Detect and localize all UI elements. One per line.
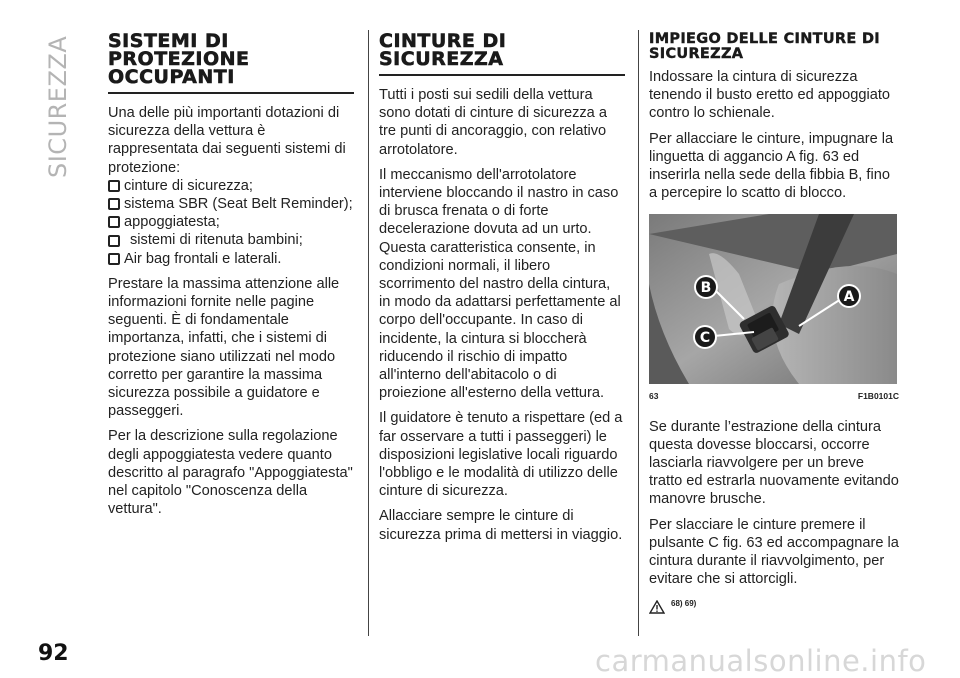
title-underline	[379, 74, 625, 76]
list-item: sistema SBR (Seat Belt Reminder);	[108, 195, 354, 213]
title-underline	[108, 92, 354, 94]
section-title: CINTURE DI SICUREZZA	[379, 30, 507, 70]
section-title: SISTEMI DI PROTEZIONE OCCUPANTI	[108, 30, 250, 88]
square-bullet-icon	[108, 253, 120, 265]
paragraph: Una delle più importanti dotazioni di sicurezza della vettura è rappresentata dai seguenti sistemi di protezione:	[108, 105, 346, 176]
paragraph: Il guidatore è tenuto a rispettare (ed a far osservare a tutti i passeggeri) le disposizioni legislative locali riguardo l'obbligo e le modalità di utilizzo delle cinture di sicurezza.	[379, 410, 623, 500]
section-title: IMPIEGO DELLE CINTURE DI SICUREZZA	[649, 31, 880, 62]
paragraph: Prestare la massima attenzione alle informazioni fornite nelle pagine seguenti. È di fondamentale importanza, infatti, che i sistemi di protezione siano utilizzati nel modo corretto per garantire la massima sicurezza possibile a guidatore e passeggeri.	[108, 275, 340, 420]
paragraph: Allacciare sempre le cinture di sicurezza prima di mettersi in viaggio.	[379, 508, 623, 543]
column-divider-1	[368, 30, 369, 636]
figure-code: F1B0101C	[857, 391, 899, 402]
square-bullet-icon	[108, 235, 120, 247]
paragraph: Per slacciare le cinture premere il pulsante C fig. 63 ed accompagnare la cintura durante il riavvolgimento, per evitare che si attorcigli.	[649, 516, 899, 588]
callout-b: B	[700, 280, 712, 297]
paragraph: Per allacciare le cinture, impugnare la linguetta di aggancio A fig. 63 ed inserirla nella sede della fibbia B, fino a percepire lo scatto di blocco.	[649, 130, 894, 202]
square-bullet-icon	[108, 216, 120, 228]
figure-number: 63	[649, 391, 659, 402]
watermark: carmanualsonline.info	[595, 644, 927, 678]
column-seat-belts	[379, 32, 625, 551]
paragraph: Tutti i posti sui sedili della vettura sono dotati di cinture di sicurezza a tre punti di ancoraggio, con relativo arrotolatore.	[379, 87, 607, 158]
paragraph: Indossare la cintura di sicurezza tenendo il busto eretto ed appoggiato contro lo schienale.	[649, 69, 890, 122]
section-label: SICUREZZA	[44, 35, 72, 178]
square-bullet-icon	[108, 198, 120, 210]
paragraph: Se durante l’estrazione della cintura questa dovesse bloccarsi, occorre lasciarla riavvolgere per un breve tratto ed estrarla nuovamente evitando manovre brusche.	[649, 418, 899, 508]
seat-belt-illustration	[649, 214, 897, 384]
paragraph: Per la descrizione sulla regolazione degli appoggiatesta vedere quanto descritto al paragrafo "Appoggiatesta" nel capitolo "Conoscenza della vettura".	[108, 428, 353, 518]
square-bullet-icon	[108, 180, 120, 192]
column-occupant-protection	[108, 32, 354, 525]
list-item: Air bag frontali e laterali.	[108, 250, 354, 268]
callout-c: C	[699, 330, 711, 347]
list-item: appoggiatesta;	[108, 213, 354, 231]
column-belt-usage	[649, 32, 899, 614]
warning-triangle-icon	[649, 600, 665, 614]
figure-caption	[649, 387, 899, 405]
page-number: 92	[38, 641, 69, 666]
list-item: sistemi di ritenuta bambini;	[108, 231, 354, 249]
bullet-list	[108, 177, 354, 268]
seat-belt-buckle-figure	[649, 214, 897, 384]
callout-a: A	[843, 289, 855, 306]
list-item: cinture di sicurezza;	[108, 177, 354, 195]
column-divider-2	[638, 30, 639, 636]
footnote-refs: 68) 69)	[671, 599, 697, 609]
warning-footnote	[649, 595, 899, 613]
paragraph: Il meccanismo dell'arrotolatore interviene bloccando il nastro in caso di brusca frenata o di forte decelerazione dovuta ad un urto. Questa caratteristica consente, in condizioni normali, il libero scorrimento del nastro della cintura, in modo da adattarsi perfettamente al corpo dell'occupante. In caso di incidente, la cintura si bloccherà riducendo il rischio di impatto all'interno dell'abitacolo o di proiezione all'esterno della vettura.	[379, 166, 621, 402]
